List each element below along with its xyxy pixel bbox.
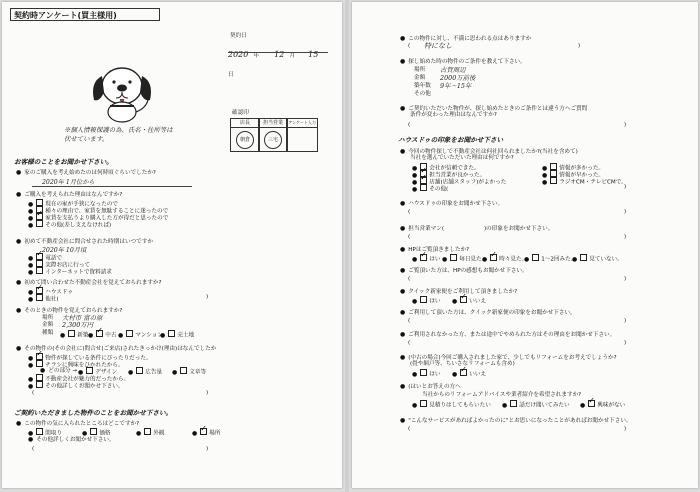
- section-customer: お客様のことをお聞かせ下さい。: [14, 158, 113, 166]
- contract-date-underline: [228, 52, 328, 53]
- q11-option-sales-rep[interactable]: ✓● 担当営業が良かった。: [412, 170, 485, 180]
- q11-option-cm[interactable]: ● ラジオCM・テレビCMで。: [542, 177, 627, 187]
- q2-option-2[interactable]: ● 種々の理由で、家賃を無駄することに迷ったので: [28, 206, 168, 216]
- q5-price: 2,300万円: [62, 321, 94, 329]
- q6-question: ● その物件の(その会社に)問合せ(ご来店)されたきっかけ(理由)はなんでしたか: [16, 345, 216, 353]
- q6-option-design[interactable]: ● デザイン: [78, 367, 117, 377]
- q6-option-company[interactable]: ● 不動産会社が魅力的だったから。: [28, 374, 129, 384]
- q2-option-1[interactable]: ● 現在の家が手狭になったので: [28, 199, 118, 209]
- q20-option-no-interest[interactable]: ✓● 興味がない: [580, 400, 625, 410]
- q6-option-other[interactable]: ● その他詳しくお聞かせ下さい。: [28, 381, 124, 391]
- q8-answer: 特になし: [424, 42, 452, 50]
- confirm-stamp-label: 確認印: [232, 110, 249, 116]
- q2-option-3[interactable]: ✓● 家賃を支払うより購入した方が得だと思ったので: [28, 213, 168, 223]
- q9-question: ● 探し始めた時の物件のご条件を教えて下さい。: [400, 58, 526, 66]
- q5-type-used[interactable]: ✓● 中古: [88, 330, 116, 340]
- q5-place-label: 場所: [42, 315, 54, 321]
- entry-stamp-box: [286, 118, 318, 152]
- q8-question: ● この物件に対し、不満に思われる点はありますか: [400, 35, 531, 43]
- q10-question: ● ご契約いただいた物件が、探し始めたときのご条件とは違う方へご質問: [400, 105, 587, 113]
- contract-date-label: 契約日: [230, 33, 247, 39]
- q7-option-price[interactable]: ● 価格: [82, 428, 110, 438]
- q16-option-no[interactable]: ✓● いいえ: [452, 296, 486, 306]
- q9-price: 2000万前後: [440, 74, 476, 82]
- q3-option-phone[interactable]: ✓● 電話で: [28, 253, 62, 263]
- q11-option-store[interactable]: ✓● 店舗(店舗スタッフ)がよかった: [412, 177, 506, 187]
- q2-question: ● ご購入を考えられた理由はなんですか?: [16, 191, 122, 199]
- q7-option-exterior[interactable]: ● 外観: [136, 428, 164, 438]
- q14-question: ● HPはご覧頂きましたか?: [400, 246, 469, 254]
- entry-label: アンケート入力: [287, 119, 317, 128]
- sales-rep-stamp-box: [258, 118, 288, 152]
- q5-type-land[interactable]: ● 売土地: [160, 330, 194, 340]
- q7-option-location[interactable]: ✓● 場所: [192, 428, 220, 438]
- q20-option-estimate[interactable]: ● 見積りはしてもらいたい: [412, 400, 491, 410]
- q16-question: ● クイック新家便をご利用して頂きましたか?: [400, 288, 517, 296]
- dog-mascot-icon: [82, 52, 162, 128]
- q18-question: ● ご利用されなかった方、または途中でやめられた方はその理由をお聞かせ下さい。: [400, 331, 615, 339]
- q21-question: ● "こんなサービスがあればよかったのに"とお思いになったことがあればお聞かせ下さい。: [400, 417, 632, 425]
- contract-month: 12: [274, 50, 285, 59]
- q11-question: ● 今回の物件探しで不動産会社は何社回られましたか?(当社を含めて): [400, 148, 578, 156]
- q3-answer: 2020年 10月頃: [42, 247, 87, 254]
- store-manager-stamp-box: [230, 118, 260, 152]
- contract-date: 2020 年 12 月 15 日: [228, 50, 319, 78]
- q15-question: ● ご覧頂いた方は、HPの感想もお聞かせ下さい。: [400, 267, 528, 275]
- q5-place: 大村市 富の原: [62, 314, 103, 322]
- q13-question: ● 担当営業マン( )の印象をお聞かせ下さい。: [400, 225, 553, 233]
- q3-question: ● 初めて不動産会社に問合せされた時期はいつですか: [16, 238, 153, 246]
- store-manager-seal: 朝倉: [236, 131, 254, 149]
- survey-page-right: ● この物件に対し、不満に思われる点はありますか ( 特になし ) ● 探し始めた時の物件のご条件を教えて下さい。 場所 古賀周辺 金額 2000万前後 築年数 9年～15年 その他 ● ご契約いただいた物件が、探し始めたときのご条件とは違う方へご質問 条件が変わった理由はなんですか? ( ) ハウスドゥの印象をお聞かせ下さい ● 今回の物件探しで不動産会社は何社回られましたか?(当社を含めて) 当社を選んでいただいた理由は何ですか? ● 会社が信頼できた。 ● 情報が多かった。 ✓● 担当営業が良かった。 ● 情報が早かった。 ✓● 店舗(店舗スタッフ)がよかった ● ラジオCM・テレビCMで。 ● その他( ) ● ハウスドゥの印象をお聞かせ下さい。 ( ) ● 担当営業マン( )の印象をお聞かせ下さい。 ( ) ● HPはご覧頂きましたか? ✓● はい ● 毎日見た。 ✓● 時々見た。 ● 1～2回みた。 ● 見ていない。 ● ご覧頂いた方は、HPの感想もお聞かせ下さい。 ( ) ● クイック新家便をご利用して頂きましたか? ● はい ✓● いいえ ● ご利用して頂いた方は、クイック新家便の印象をお聞かせ下さい。 ( ) ● ご利用されなかった方、または途中でやめられた方はその理由をお聞かせ下さい。 ( ) ● (中古の場合)今回ご購入されました家で、少しでもリフォームをお考えでしょうか? (畳や網戸等、ちいさなリフォームも含め) ● はい ✓● いいえ ● (はいとお答えの方へ 当社からのリフォームアドバイスや業者紹介を希望されますか? ● 見積りはしてもらいたい ● 話だけ聞いてみたい ✓● 興味がない ● "こんなサービスがあればよかったのに"とお思いになったことがあればお聞かせ下さい。 ( ): [352, 2, 698, 488]
- contract-year: 2020: [228, 50, 249, 59]
- q5-price-label: 金額: [42, 322, 54, 328]
- mascot-caption: ※個人情報保護の為、氏名・住所等は伏せています。: [64, 126, 173, 143]
- q14-option-once[interactable]: ● 1～2回みた。: [524, 254, 576, 264]
- sales-rep-label: 担当営業: [259, 119, 287, 128]
- q20-option-talk[interactable]: ● 話だけ聞いてみたい: [502, 400, 570, 410]
- survey-page-left: 契約時アンケート(買主様用) 契約日 2020 年 12 月 15 日 ※個人情報保護の為、氏名・住所等は伏せています。 確認印 店長 朝倉 担当営業 三宅 アンケート入力 お客様のことをお聞かせ下さい。 ● 家のご購入を考え始めたのは何時頃ぐらいでしたか? 2020年 1月位から ● ご購入を考えられた理由はなんですか? ● 現在の家が手狭になったので ● 種々の理由で、家賃を無駄することに迷ったので ✓● 家賃を支払うより購入した方が得だと思ったので ● その他(差し支えなければ) ● 初めて不動産会社に問合せされた時期はいつですか 2020年 10月頃 ✓● 電話で ● 実際お店に行って ● インターネットで資料請求 ● 初めて問い合わせた不動産会社を覚えておられますか? ✓● ハウスドゥ ● 他社( ) ● そのときの物件を覚えておられますか? 場所 大村市 富の原 金額 2,300万円 種類 ● 新築 ✓● 中古 ● マンション ● 売土地 ● その物件の(その会社に)問合せ(ご来店)されたきっかけ(理由)はなんでしたか ✓● 物件が探している条件にぴったりだった。 ● チラシに興味をひかれたから。 ● どの部分 → ● デザイン ● 広告量 ● 文章等 ● 不動産会社が魅力的だったから。 ● その他詳しくお聞かせ下さい。 ( ) ご契約いただきました物件のことをお聞かせ下さい。 ● この物件の気に入られたところはどこですか? ● 間取り ● 価格 ● 外観 ✓● 場所 ● その他詳しくお聞かせ下さい。 ( ): [2, 2, 342, 488]
- q20-question: ● (はいとお答えの方へ: [400, 383, 461, 391]
- q14-option-daily[interactable]: ● 毎日見た。: [442, 254, 487, 264]
- q3-option-visit[interactable]: ● 実際お店に行って: [28, 260, 90, 270]
- sales-rep-seal: 三宅: [264, 131, 282, 149]
- q2-option-4[interactable]: ● その他(差し支えなければ): [28, 220, 111, 230]
- q19-option-yes[interactable]: ● はい: [412, 369, 440, 379]
- q4-option-housedo[interactable]: ✓● ハウスドゥ: [28, 287, 73, 297]
- q9-age: 9年～15年: [440, 82, 472, 90]
- q1-question: ● 家のご購入を考え始めたのは何時頃ぐらいでしたか?: [16, 169, 156, 177]
- q6-option-match[interactable]: ✓● 物件が探している条件にぴったりだった。: [28, 353, 152, 363]
- q5-type-mansion[interactable]: ● マンション: [118, 330, 163, 340]
- q6-option-flyer[interactable]: ● チラシに興味をひかれたから。: [28, 360, 124, 370]
- q7-option-layout[interactable]: ● 間取り: [28, 428, 62, 438]
- q17-question: ● ご利用して頂いた方は、クイック新家便の印象をお聞かせ下さい。: [400, 309, 576, 317]
- q6-option-ad-volume[interactable]: ● 広告量: [128, 367, 162, 377]
- q19-question: ● (中古の場合)今回ご購入されました家で、少しでもリフォームをお考えでしょうか?: [400, 354, 617, 362]
- contract-day: 15: [308, 50, 319, 59]
- q7-question: ● この物件の気に入られたところはどこですか?: [16, 420, 139, 428]
- q5-type-new[interactable]: ● 新築: [60, 330, 88, 340]
- q6-option-text[interactable]: ● 文章等: [172, 367, 206, 377]
- q14-option-never[interactable]: ● 見ていない。: [572, 254, 623, 264]
- q4-question: ● 初めて問い合わせた不動産会社を覚えておられますか?: [16, 279, 161, 287]
- q5-question: ● そのときの物件を覚えておられますか?: [16, 307, 122, 315]
- q3-option-internet[interactable]: ● インターネットで資料請求: [28, 267, 112, 277]
- q9-place: 古賀周辺: [440, 66, 466, 74]
- q11-option-trust[interactable]: ● 会社が信頼できた。: [412, 163, 480, 173]
- q12-question: ● ハウスドゥの印象をお聞かせ下さい。: [400, 200, 503, 208]
- survey-title: 契約時アンケート(買主様用): [10, 8, 160, 21]
- q14-option-sometimes[interactable]: ✓● 時々見た。: [482, 254, 527, 264]
- section-property: ご契約いただきました物件のことをお聞かせ下さい。: [14, 409, 173, 417]
- q6-which-part: ● どの部分 →: [40, 367, 77, 375]
- q11-option-info-many[interactable]: ● 情報が多かった。: [542, 163, 604, 173]
- q5-type-label: 種類: [42, 330, 54, 336]
- q7-more: ● その他詳しくお聞かせ下さい。: [28, 436, 115, 444]
- q11-option-info-fast[interactable]: ● 情報が早かった。: [542, 170, 604, 180]
- page-gutter: [345, 0, 349, 492]
- q14-option-yes[interactable]: ✓● はい: [412, 254, 440, 264]
- q11-option-other[interactable]: ● その他(: [412, 184, 448, 194]
- q19-option-no[interactable]: ✓● いいえ: [452, 369, 486, 379]
- section-impression: ハウスドゥの印象をお聞かせ下さい: [398, 136, 504, 144]
- q1-answer: 2020年 1月位から: [42, 179, 95, 186]
- q16-option-yes[interactable]: ● はい: [412, 296, 440, 306]
- store-manager-label: 店長: [231, 119, 259, 128]
- q4-option-other[interactable]: ● 他社(: [28, 294, 59, 304]
